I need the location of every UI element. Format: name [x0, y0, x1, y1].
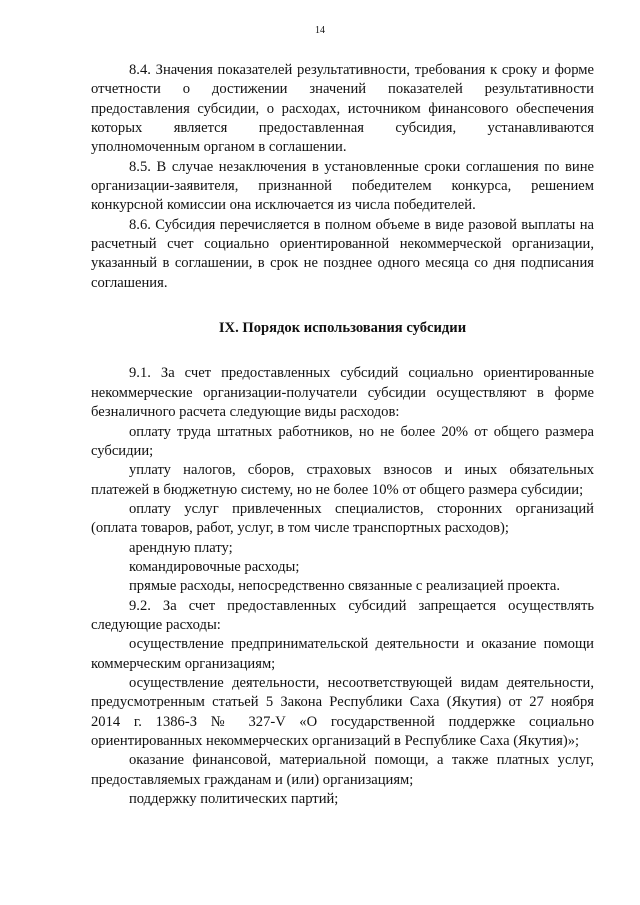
list-item: командировочные расходы;: [129, 558, 300, 575]
list-item: уплату налогов, сборов, страховых взносов и иных обязательных платежей в бюджетную систему, но не более 10% от общего размера субсидии;: [91, 462, 594, 498]
document-body: [91, 61, 594, 809]
section-heading: IX. Порядок использования субсидии: [218, 320, 467, 337]
list-item: осуществление предпринимательской деятельности и оказание помощи коммерческим организациям;: [91, 636, 594, 672]
paragraph-8-4: 8.4. Значения показателей результативности, требования к сроку и форме отчетности о достижении значений показателей результативности предоставления субсидии, о расходах, источником финансового обеспечения которых является предоставленная субсидия, устанавливаются уполномоченным органом в соглашении.: [91, 62, 594, 156]
list-item: оплату услуг привлеченных специалистов, сторонних организаций (оплата товаров, работ, услуг, в том числе транспортных расходов);: [91, 500, 594, 537]
paragraph-9-1: 9.1. За счет предоставленных субсидий социально ориентированные некоммерческие организации-получатели субсидии осуществляют в форме безналичного расчета следующие виды расходов:: [91, 365, 594, 421]
paragraph-8-6: 8.6. Субсидия перечисляется в полном объеме в виде разовой выплаты на расчетный счет социально ориентированной некоммерческой организации, указанный в соглашении, в срок не позднее одного месяца со дня подписания соглашения.: [91, 216, 594, 291]
list-item: оплату труда штатных работников, но не более 20% от общего размера субсидии;: [91, 423, 594, 459]
list-item: оказание финансовой, материальной помощи, а также платных услуг, предоставляемых гражданам и (или) организациям;: [91, 752, 594, 788]
paragraph-9-2: 9.2. За счет предоставленных субсидий запрещается осуществлять следующие расходы:: [91, 597, 594, 633]
paragraph-8-5: 8.5. В случае незаключения в установленные сроки соглашения по вине организации-заявителя, признанной победителем конкурса, решением конкурсной комиссии она исключается из числа победителей.: [91, 158, 594, 214]
page-number: 14: [315, 25, 325, 36]
list-item: арендную плату;: [129, 539, 233, 556]
list-item: осуществление деятельности, несоответствующей видам деятельности, предусмотренным статьей 5 Закона Республики Саха (Якутия) от 27 ноября 2014 г. 1386-З № 327-V «О государственной поддержке социально ориентированных некоммерческих организаций в Республике Саха (Якутия)»;: [91, 674, 594, 749]
list-item: прямые расходы, непосредственно связанные с реализацией проекта.: [129, 578, 561, 595]
list-item: поддержку политических партий;: [129, 791, 339, 808]
